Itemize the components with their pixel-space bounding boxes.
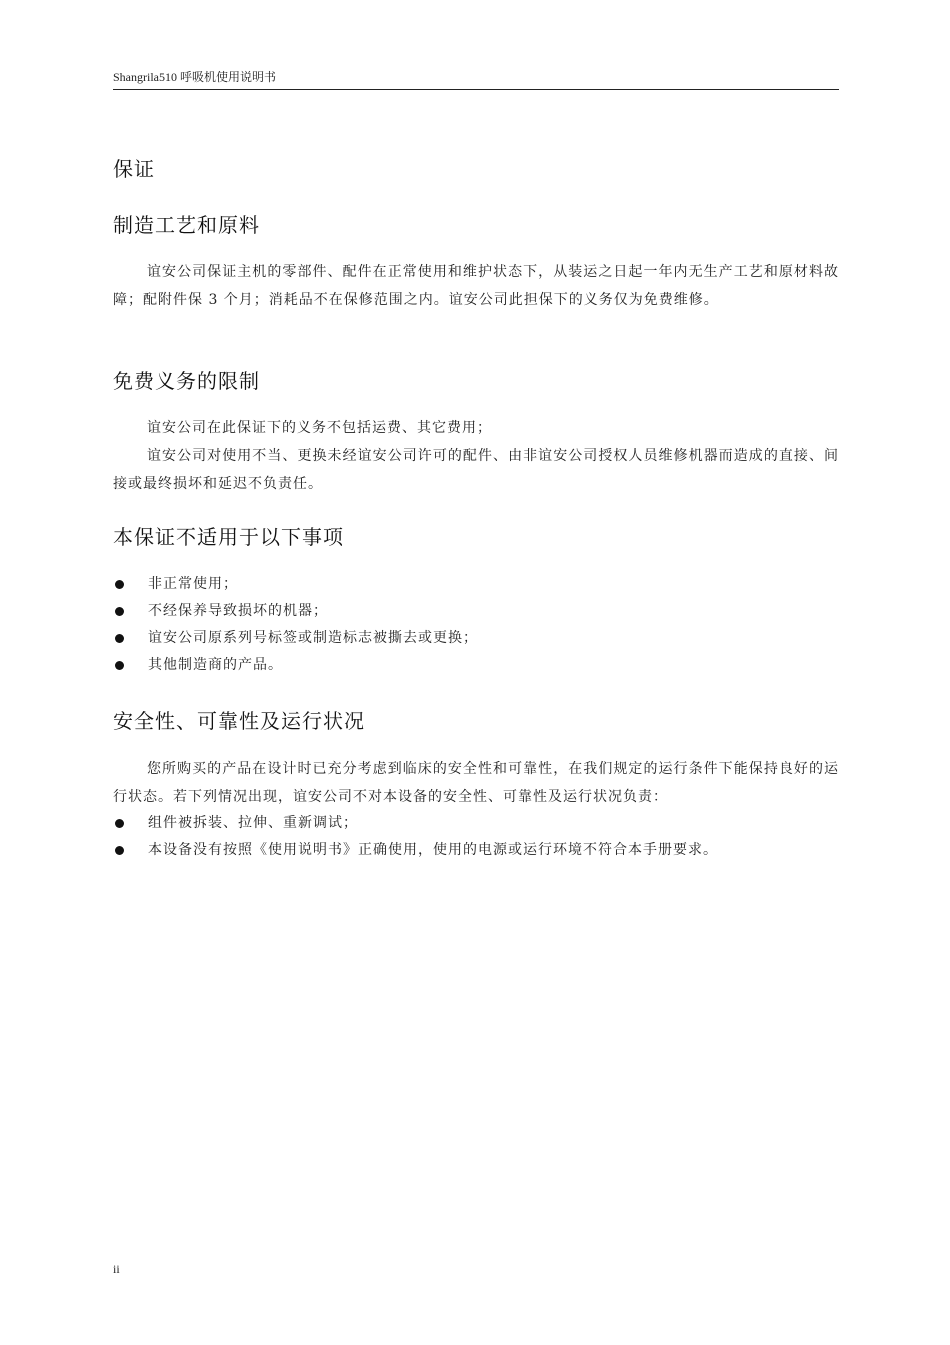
running-header: Shangrila510 呼吸机使用说明书 xyxy=(113,68,839,90)
page-title: 保证 xyxy=(113,157,155,181)
section-heading-manufacturing: 制造工艺和原料 xyxy=(113,213,260,237)
exclusions-list xyxy=(113,571,839,679)
page-number: ii xyxy=(113,1262,120,1276)
bullet-icon xyxy=(115,819,124,828)
list-item xyxy=(113,625,839,652)
list-item-text: 本设备没有按照《使用说明书》正确使用，使用的电源或运行环境不符合本手册要求。 xyxy=(148,842,718,858)
list-item xyxy=(113,652,839,679)
limitations-paragraph-1: 谊安公司在此保证下的义务不包括运费、其它费用； xyxy=(147,420,492,436)
list-item xyxy=(113,598,839,625)
bullet-icon xyxy=(115,846,124,855)
bullet-icon xyxy=(115,607,124,616)
limitations-paragraph-2: 谊安公司对使用不当、更换未经谊安公司许可的配件、由非谊安公司授权人员维修机器而造成的直接、间接或最终损坏和延迟不负责任。 xyxy=(113,448,839,492)
manufacturing-paragraph: 谊安公司保证主机的零部件、配件在正常使用和维护状态下，从装运之日起一年内无生产工艺和原材料故障；配附件保 3 个月；消耗品不在保修范围之内。谊安公司此担保下的义务仅为免费维修。 xyxy=(113,264,839,308)
list-item-text: 其他制造商的产品。 xyxy=(148,657,283,673)
bullet-icon xyxy=(115,634,124,643)
list-item xyxy=(113,810,839,837)
safety-list xyxy=(113,810,839,864)
list-item xyxy=(113,571,839,598)
list-item xyxy=(113,837,839,864)
safety-paragraph: 您所购买的产品在设计时已充分考虑到临床的安全性和可靠性，在我们规定的运行条件下能保持良好的运行状态。若下列情况出现，谊安公司不对本设备的安全性、可靠性及运行状况负责： xyxy=(113,761,839,805)
list-item-text: 谊安公司原系列号标签或制造标志被撕去或更换； xyxy=(148,630,478,646)
list-item-text: 非正常使用； xyxy=(148,576,238,592)
section-heading-limitations: 免费义务的限制 xyxy=(113,369,260,393)
list-item-text: 不经保养导致损坏的机器； xyxy=(148,603,328,619)
list-item-text: 组件被拆装、拉伸、重新调试； xyxy=(148,815,358,831)
bullet-icon xyxy=(115,661,124,670)
bullet-icon xyxy=(115,580,124,589)
section-heading-safety: 安全性、可靠性及运行状况 xyxy=(113,709,365,733)
section-heading-exclusions: 本保证不适用于以下事项 xyxy=(113,525,344,549)
